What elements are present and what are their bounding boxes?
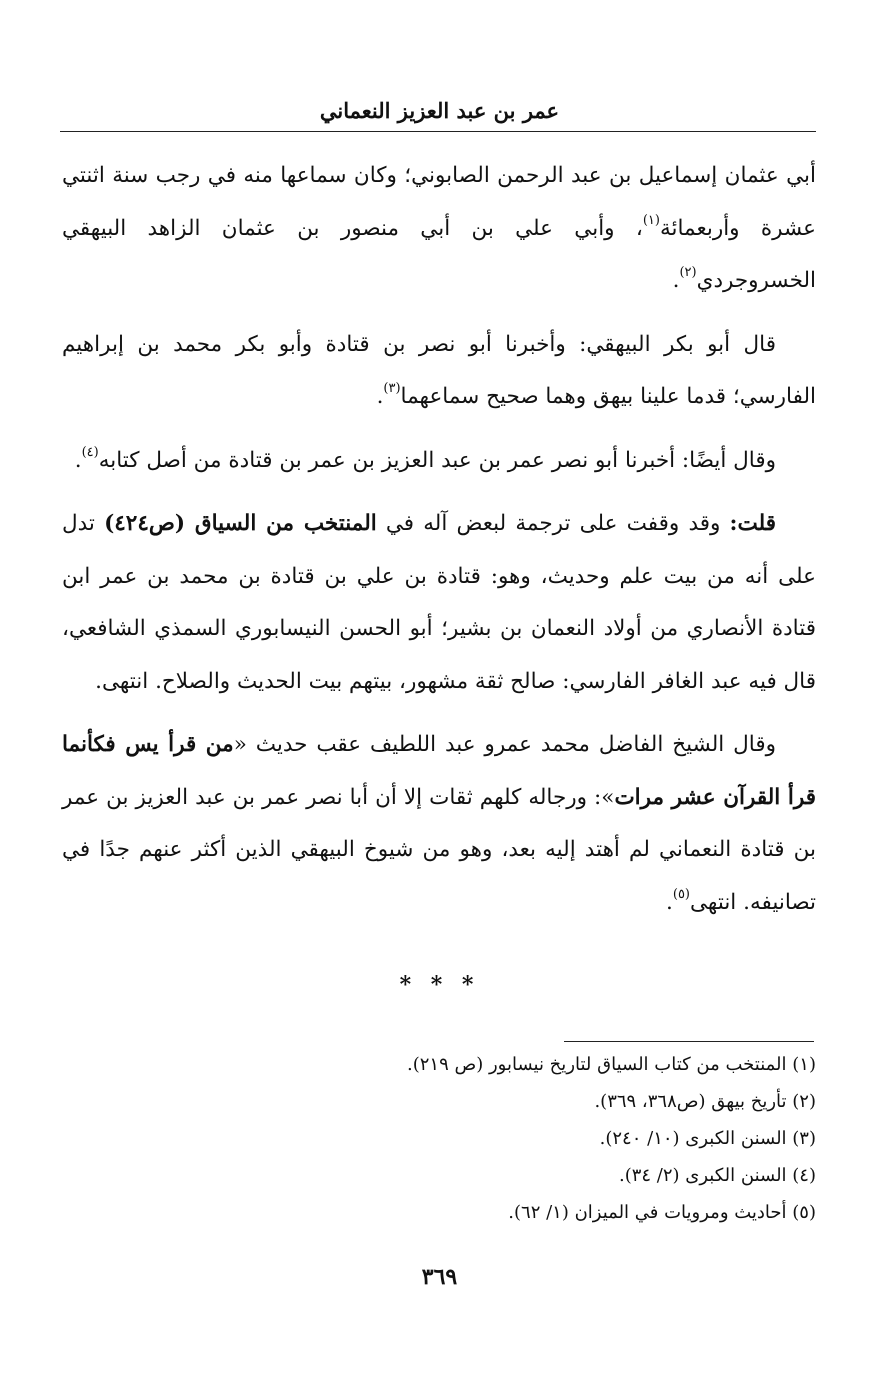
paragraph-5-text-a: وقال الشيخ الفاضل محمد عمرو عبد اللطيف عقب حديث « [233,732,777,757]
body-text [62,150,816,940]
footnote-5: (٥) أحاديث ومرويات في الميزان (١/ ٦٢). [508,1202,816,1223]
page-number: ٣٦٩ [421,1264,458,1290]
paragraph-2 [62,319,816,424]
footnote-ref-1[interactable]: (١) [642,212,660,228]
paragraph-4 [62,498,816,708]
footnote-ref-4[interactable]: (٤) [81,444,99,460]
paragraph-4-text-a: وقد وقفت على ترجمة لبعض آله في [376,511,730,536]
section-separator: * * * [399,972,480,998]
footnotes [62,1046,816,1231]
footnote-ref-2[interactable]: (٢) [679,265,697,280]
footnote-1: (١) المنتخب من كتاب السياق لتاريخ نيسابور (ص ٢١٩). [406,1054,816,1075]
footnote-ref-3[interactable]: (٣) [383,381,401,396]
paragraph-1-text-a: أبي عثمان إسماعيل بن عبد الرحمن الصابوني؛ وكان سماعها منه في رجب سنة اثنتي عشرة وأربعمائة [62,163,816,241]
running-head: عمر بن عبد العزيز النعماني [319,98,560,123]
paragraph-3 [62,435,816,488]
paragraph-4-source-page: (ص٤٢٤) [104,511,195,536]
paragraph-2-text-b: . [376,384,384,409]
paragraph-3-text-b: . [74,447,82,473]
footnote-3: (٣) السنن الكبرى (١٠/ ٢٤٠). [599,1128,816,1149]
footnote-2: (٢) تأريخ بيهق (ص٣٦٨، ٣٦٩). [594,1091,816,1112]
paragraph-3-text-a: وقال أيضًا: أخبرنا أبو نصر عمر بن عبد العزيز بن عمر بن قتادة من أصل كتابه [98,447,776,473]
footnote-4: (٤) السنن الكبرى (٢/ ٣٤). [618,1165,816,1186]
paragraph-5-text-b: »: ورجاله كلهم ثقات إلا أن أبا نصر عمر بن عبد العزيز بن عمر بن قتادة النعماني لم أهتد إليه بعد، وهو من شيوخ البيهقي الذين أكثر عنهم جدًا في تصانيفه. انتهى [62,784,816,915]
paragraph-4-text-b: تدل على أنه من بيت علم وحديث، وهو: قتادة بن علي بن قتادة بن محمد بن عمر ابن قتادة الأنصاري من أولاد النعمان بن بشير؛ أبو الحسن النيسابوري السمذي الشافعي، قال فيه عبد الغافر الفارسي: صالح ثقة مشهور، بيتهم بيت الحديث والصلاح. انتهى. [62,511,816,694]
footnote-rule [564,1041,814,1042]
paragraph-4-source-title: المنتخب من السياق [194,511,377,536]
header-rule [60,131,816,132]
paragraph-4-lead: قلت: [729,511,776,536]
paragraph-5-hadith-quote: من قرأ يس فكأنما قرأ القرآن عشر مرات [62,732,816,810]
paragraph-1 [62,150,816,308]
paragraph-2-text-a: قال أبو بكر البيهقي: وأخبرنا أبو نصر بن قتادة وأبو بكر محمد بن إبراهيم الفارسي؛ قدما علينا بيهق وهما صحيح سماعهما [62,331,816,409]
footnote-ref-5[interactable]: (٥) [672,886,690,902]
paragraph-5-text-c: . [666,889,673,915]
paragraph-1-text-c: . [672,268,680,293]
paragraph-1-text-b: ، وأبي علي بن أبي منصور بن عثمان الزاهد البيهقي الخسروجردي [62,215,816,293]
paragraph-5 [62,719,816,929]
